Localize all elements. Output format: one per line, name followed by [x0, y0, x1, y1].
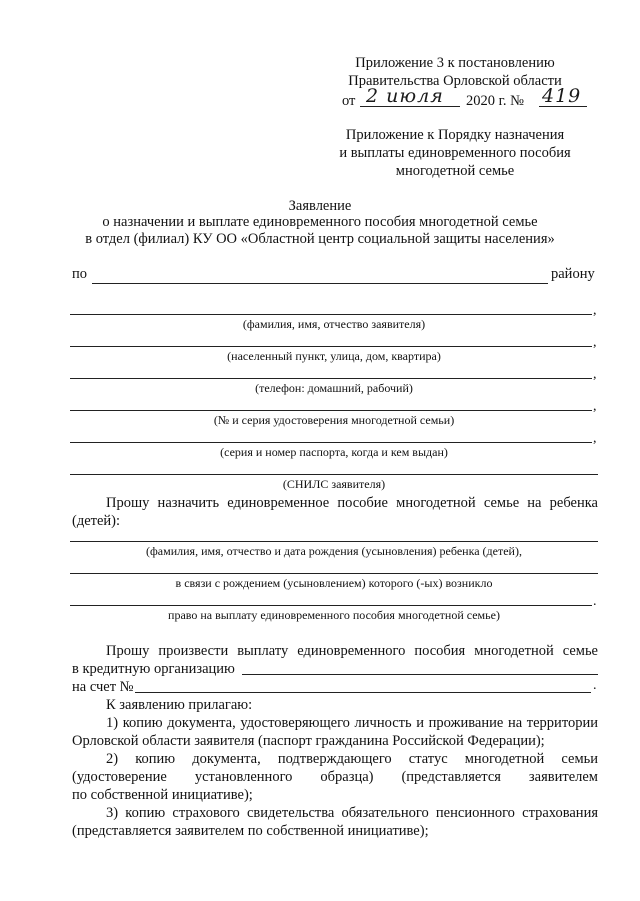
field-trail: .: [593, 594, 597, 609]
attachments-intro: К заявлению прилагаю:: [106, 697, 253, 713]
certificate-caption: (№ и серия удостоверения многодетной семьи): [213, 413, 455, 427]
district-input-line[interactable]: [92, 283, 548, 284]
account-input-line[interactable]: [135, 692, 591, 693]
title-line-1: Заявление: [288, 198, 352, 214]
child-line-3[interactable]: [70, 605, 592, 606]
district-suffix: району: [551, 266, 595, 282]
date-handwritten: 2 июля: [366, 85, 444, 107]
attachment-1-line-1: 1) копию документа, удостоверяющего личность и проживание на территории: [106, 715, 598, 731]
applicant-name-line[interactable]: [70, 314, 592, 315]
snils-caption: (СНИЛС заявителя): [282, 477, 386, 491]
field-trail: ,: [593, 399, 597, 414]
address-caption: (населенный пункт, улица, дом, квартира): [227, 349, 441, 363]
phone-caption: (телефон: домашний, рабочий): [255, 381, 413, 395]
attachment-1-line-2: Орловской области заявителя (паспорт гражданина Российской Федерации);: [72, 733, 545, 749]
child-caption-3: право на выплату единовременного пособия многодетной семье): [168, 608, 500, 622]
request1-line-2: (детей):: [72, 513, 121, 529]
number-handwritten: 419: [542, 85, 582, 107]
snils-line[interactable]: [70, 474, 598, 475]
header-date-line: [342, 85, 612, 111]
child-caption-1: (фамилия, имя, отчество и дата рождения (усыновления) ребенка (детей),: [146, 544, 522, 558]
certificate-line[interactable]: [70, 410, 592, 411]
applicant-name-caption: (фамилия, имя, отчество заявителя): [242, 317, 426, 331]
district-prefix: по: [72, 266, 88, 282]
field-trail: ,: [593, 303, 597, 318]
date-prefix: от: [342, 93, 356, 109]
phone-line[interactable]: [70, 378, 592, 379]
title-line-2: о назначении и выплате единовременного пособия многодетной семье: [102, 214, 538, 230]
attachment-2-line-2: (удостоверение установленного образца) (представляется заявителем: [72, 769, 598, 785]
attachment-2-line-3: по собственной инициативе);: [72, 787, 253, 803]
request2-line-3: на счет №: [72, 679, 134, 695]
passport-line[interactable]: [70, 442, 592, 443]
bank-input-line[interactable]: [242, 674, 598, 675]
child-line-1[interactable]: [70, 541, 598, 542]
year-text: 2020 г. №: [466, 93, 525, 109]
request2-line-2: в кредитную организацию: [72, 661, 235, 677]
attachment-3-line-1: 3) копию страхового свидетельства обязательного пенсионного страхования: [106, 805, 598, 821]
passport-caption: (серия и номер паспорта, когда и кем выдан): [220, 445, 448, 459]
header-line-2: Правительства Орловской области: [348, 73, 562, 89]
appendix-line-2: и выплаты единовременного пособия: [339, 145, 571, 161]
field-trail: ,: [593, 335, 597, 350]
header-line-1: Приложение 3 к постановлению: [355, 55, 555, 71]
field-trail: ,: [593, 367, 597, 382]
field-trail: ,: [593, 431, 597, 446]
account-trail: .: [593, 678, 597, 693]
title-line-3: в отдел (филиал) КУ ОО «Областной центр социальной защиты населения»: [85, 231, 555, 247]
attachment-2-line-1: 2) копию документа, подтверждающего статус многодетной семьи: [106, 751, 598, 767]
request1-line-1: Прошу назначить единовременное пособие многодетной семье на ребенка: [106, 495, 598, 511]
appendix-line-3: многодетной семье: [395, 163, 515, 179]
child-line-2[interactable]: [70, 573, 598, 574]
child-caption-2: в связи с рождением (усыновлением) которого (-ых) возникло: [175, 576, 493, 590]
request2-line-1: Прошу произвести выплату единовременного пособия многодетной семье: [106, 643, 598, 659]
attachment-3-line-2: (представляется заявителем по собственной инициативе);: [72, 823, 429, 839]
address-line[interactable]: [70, 346, 592, 347]
appendix-line-1: Приложение к Порядку назначения: [345, 127, 565, 143]
